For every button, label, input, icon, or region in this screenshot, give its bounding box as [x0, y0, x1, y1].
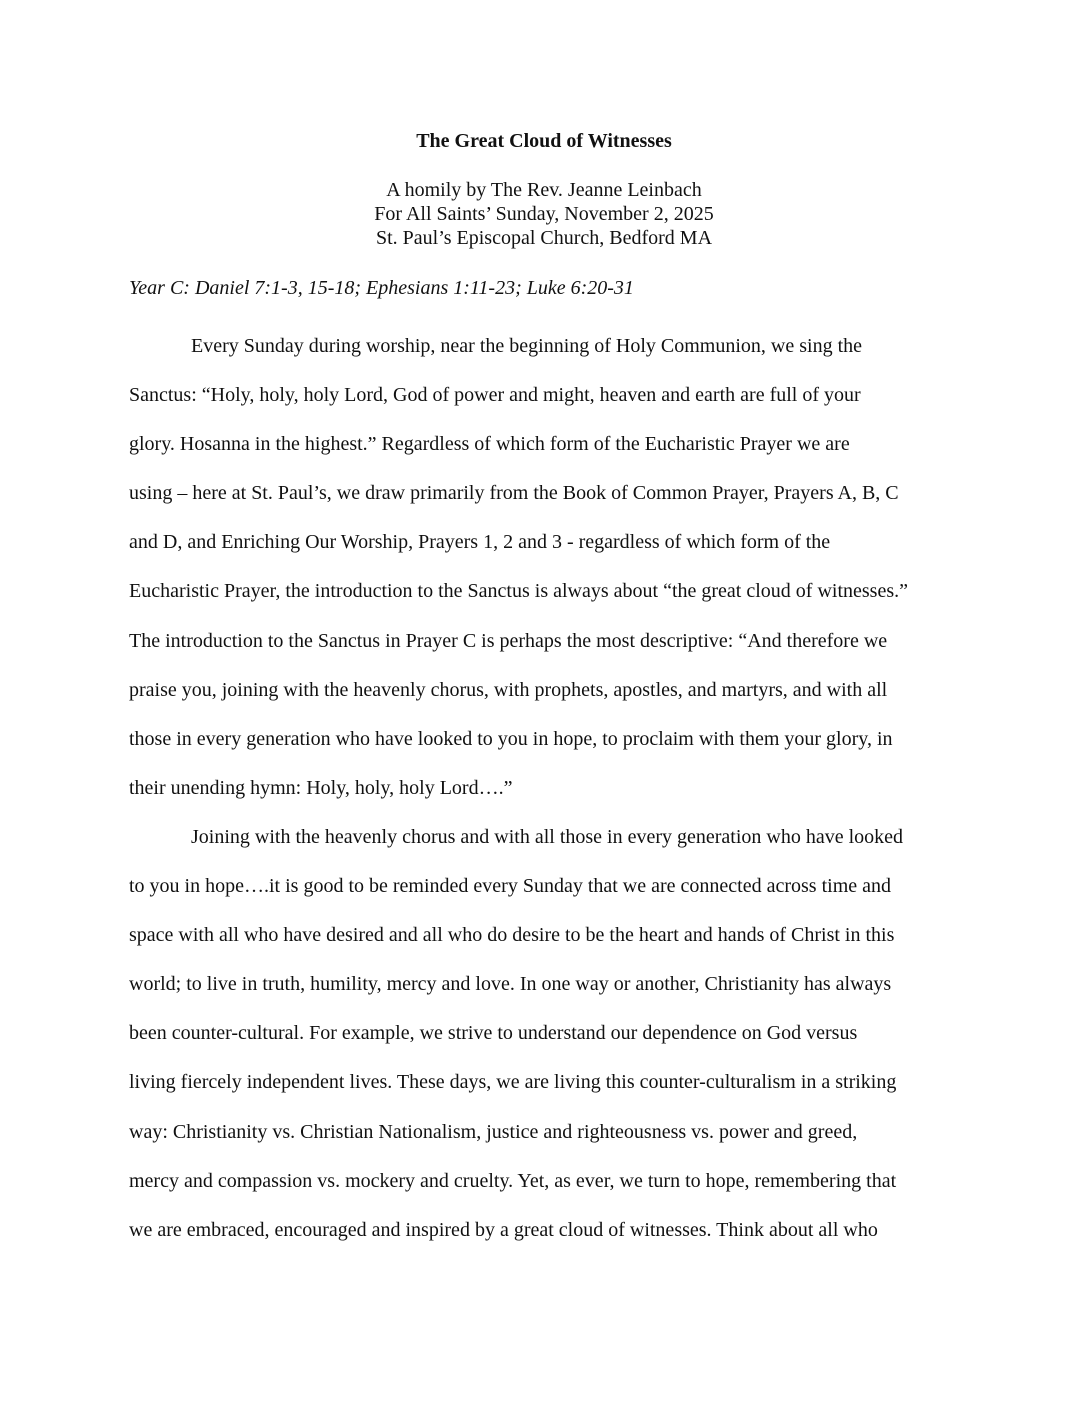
paragraph-line: their unending hymn: Holy, holy, holy Lord….” — [129, 776, 513, 799]
paragraph-line: living fiercely independent lives. These days, we are living this counter-culturalism in a striking — [129, 1071, 897, 1094]
paragraph-line: praise you, joining with the heavenly chorus, with prophets, apostles, and martyrs, and with all — [129, 678, 888, 701]
paragraph-line: The introduction to the Sanctus in Prayer C is perhaps the most descriptive: “And therefore we — [129, 629, 888, 652]
homily-body — [129, 322, 969, 1255]
paragraph-line: been counter-cultural. For example, we strive to understand our dependence on God versus — [129, 1022, 858, 1045]
paragraph-line: and D, and Enriching Our Worship, Prayers 1, 2 and 3 - regardless of which form of the — [129, 531, 831, 554]
paragraph-line: Eucharistic Prayer, the introduction to the Sanctus is always about “the great cloud of witnesses.” — [129, 580, 908, 603]
homily-byline — [0, 178, 1088, 250]
paragraph-line: world; to live in truth, humility, mercy and love. In one way or another, Christianity has always — [129, 973, 892, 996]
paragraph-line: way: Christianity vs. Christian Nationalism, justice and righteousness vs. power and greed, — [129, 1120, 858, 1143]
scripture-readings: Year C: Daniel 7:1-3, 15-18; Ephesians 1:11-23; Luke 6:20-31 — [129, 277, 634, 299]
paragraph-line: using – here at St. Paul’s, we draw primarily from the Book of Common Prayer, Prayers A, B, C — [129, 482, 899, 505]
homily-title: The Great Cloud of Witnesses — [416, 130, 672, 152]
paragraph-line: Sanctus: “Holy, holy, holy Lord, God of power and might, heaven and earth are full of your — [129, 384, 861, 407]
paragraph-line: we are embraced, encouraged and inspired by a great cloud of witnesses. Think about all who — [129, 1218, 878, 1241]
paragraph-line: those in every generation who have looked to you in hope, to proclaim with them your glory, in — [129, 727, 893, 750]
paragraph-line: space with all who have desired and all who do desire to be the heart and hands of Christ in this — [129, 924, 895, 947]
byline-occasion: For All Saints’ Sunday, November 2, 2025 — [374, 203, 714, 225]
byline-author: A homily by The Rev. Jeanne Leinbach — [386, 179, 702, 201]
paragraph-line: to you in hope….it is good to be reminded every Sunday that we are connected across time and — [129, 875, 892, 898]
byline-church: St. Paul’s Episcopal Church, Bedford MA — [375, 227, 713, 249]
paragraph-line: glory. Hosanna in the highest.” Regardless of which form of the Eucharistic Prayer we are — [129, 433, 850, 456]
paragraph-line: mercy and compassion vs. mockery and cruelty. Yet, as ever, we turn to hope, remembering that — [129, 1169, 897, 1192]
paragraph-line: Every Sunday during worship, near the beginning of Holy Communion, we sing the — [191, 335, 863, 357]
paragraph-line: Joining with the heavenly chorus and with all those in every generation who have looked — [191, 825, 904, 848]
